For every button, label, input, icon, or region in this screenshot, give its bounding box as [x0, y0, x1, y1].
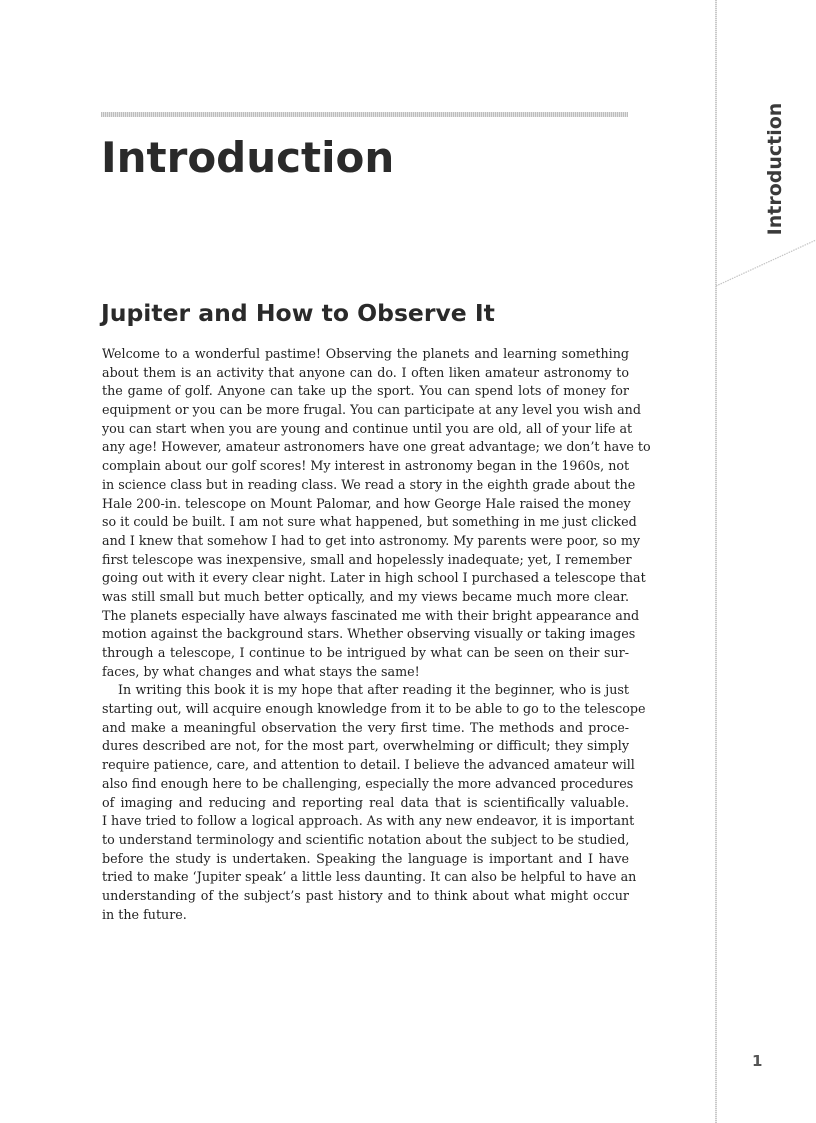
body-line: and I knew that somehow I had to get into astronomy. My parents were poor, so my: [102, 532, 641, 548]
page-number: 1: [752, 1052, 763, 1070]
body-line: in science class but in reading class. We read a story in the eighth grade about the: [102, 476, 636, 492]
chapter-top-rule: [101, 112, 628, 117]
body-line: tried to make ‘Jupiter speak’ a little less daunting. It can also be helpful to have an: [102, 869, 637, 885]
body-line: motion against the background stars. Whether observing visually or taking images: [102, 626, 636, 642]
body-line: through a telescope, I continue to be intrigued by what can be seen on their sur-: [102, 645, 629, 660]
chapter-thumb-tab: [760, 104, 790, 234]
body-line: in the future.: [102, 906, 187, 922]
section-heading: Jupiter and How to Observe It: [101, 299, 495, 327]
body-line: faces, by what changes and what stays the same!: [102, 663, 420, 679]
body-line: also find enough here to be challenging, especially the more advanced procedures: [102, 775, 634, 791]
body-line: about them is an activity that anyone can do. I often liken amateur astronomy to: [102, 364, 629, 380]
body-line: you can start when you are young and continue until you are old, all of your life at: [102, 420, 633, 436]
body-line: I have tried to follow a logical approach. As with any new endeavor, it is important: [102, 813, 635, 829]
body-line: first telescope was inexpensive, small and hopelessly inadequate; yet, I remember: [102, 551, 632, 567]
thumb-tab-label: Introduction: [764, 102, 786, 236]
body-line: Hale 200-in. telescope on Mount Palomar, and how George Hale raised the money: [102, 495, 631, 511]
body-text: [102, 345, 651, 924]
body-line: require patience, care, and attention to detail. I believe the advanced amateur will: [102, 757, 635, 773]
page-edge-strip: [715, 0, 717, 1123]
body-line: going out with it every clear night. Later in high school I purchased a telescope that: [102, 570, 646, 586]
body-line: understanding of the subject’s past history and to think about what might occur: [102, 887, 629, 903]
body-line: and make a meaningful observation the very first time. The methods and proce-: [102, 719, 629, 735]
body-line: In writing this book it is my hope that after reading it the beginner, who is just: [118, 682, 629, 698]
body-line: starting out, will acquire enough knowledge from it to be able to go to the telescope: [102, 701, 646, 717]
body-line: complain about our golf scores! My interest in astronomy began in the 1960s, not: [102, 458, 630, 474]
body-line: equipment or you can be more frugal. You can participate at any level you wish and: [102, 402, 641, 418]
body-line: of imaging and reducing and reporting real data that is scientifically valuable.: [102, 794, 629, 810]
body-line: any age! However, amateur astronomers have one great advantage; we don’t have to: [102, 439, 651, 455]
body-line: before the study is undertaken. Speaking the language is important and I have: [102, 850, 629, 866]
body-line: dures described are not, for the most part, overwhelming or difficult; they simply: [102, 738, 629, 754]
body-line: to understand terminology and scientific notation about the subject to be studied,: [102, 831, 630, 847]
body-line: The planets especially have always fascinated me with their bright appearance and: [102, 607, 640, 623]
body-line: was still small but much better optically, and my views became much more clear.: [102, 588, 629, 604]
chapter-title: Introduction: [101, 133, 395, 182]
body-line: Welcome to a wonderful pastime! Observing the planets and learning something: [102, 346, 629, 361]
body-line: so it could be built. I am not sure what happened, but something in me just clicked: [102, 514, 637, 530]
body-line: the game of golf. Anyone can take up the sport. You can spend lots of money for: [102, 383, 629, 399]
thumb-tab-divider: [716, 230, 816, 290]
